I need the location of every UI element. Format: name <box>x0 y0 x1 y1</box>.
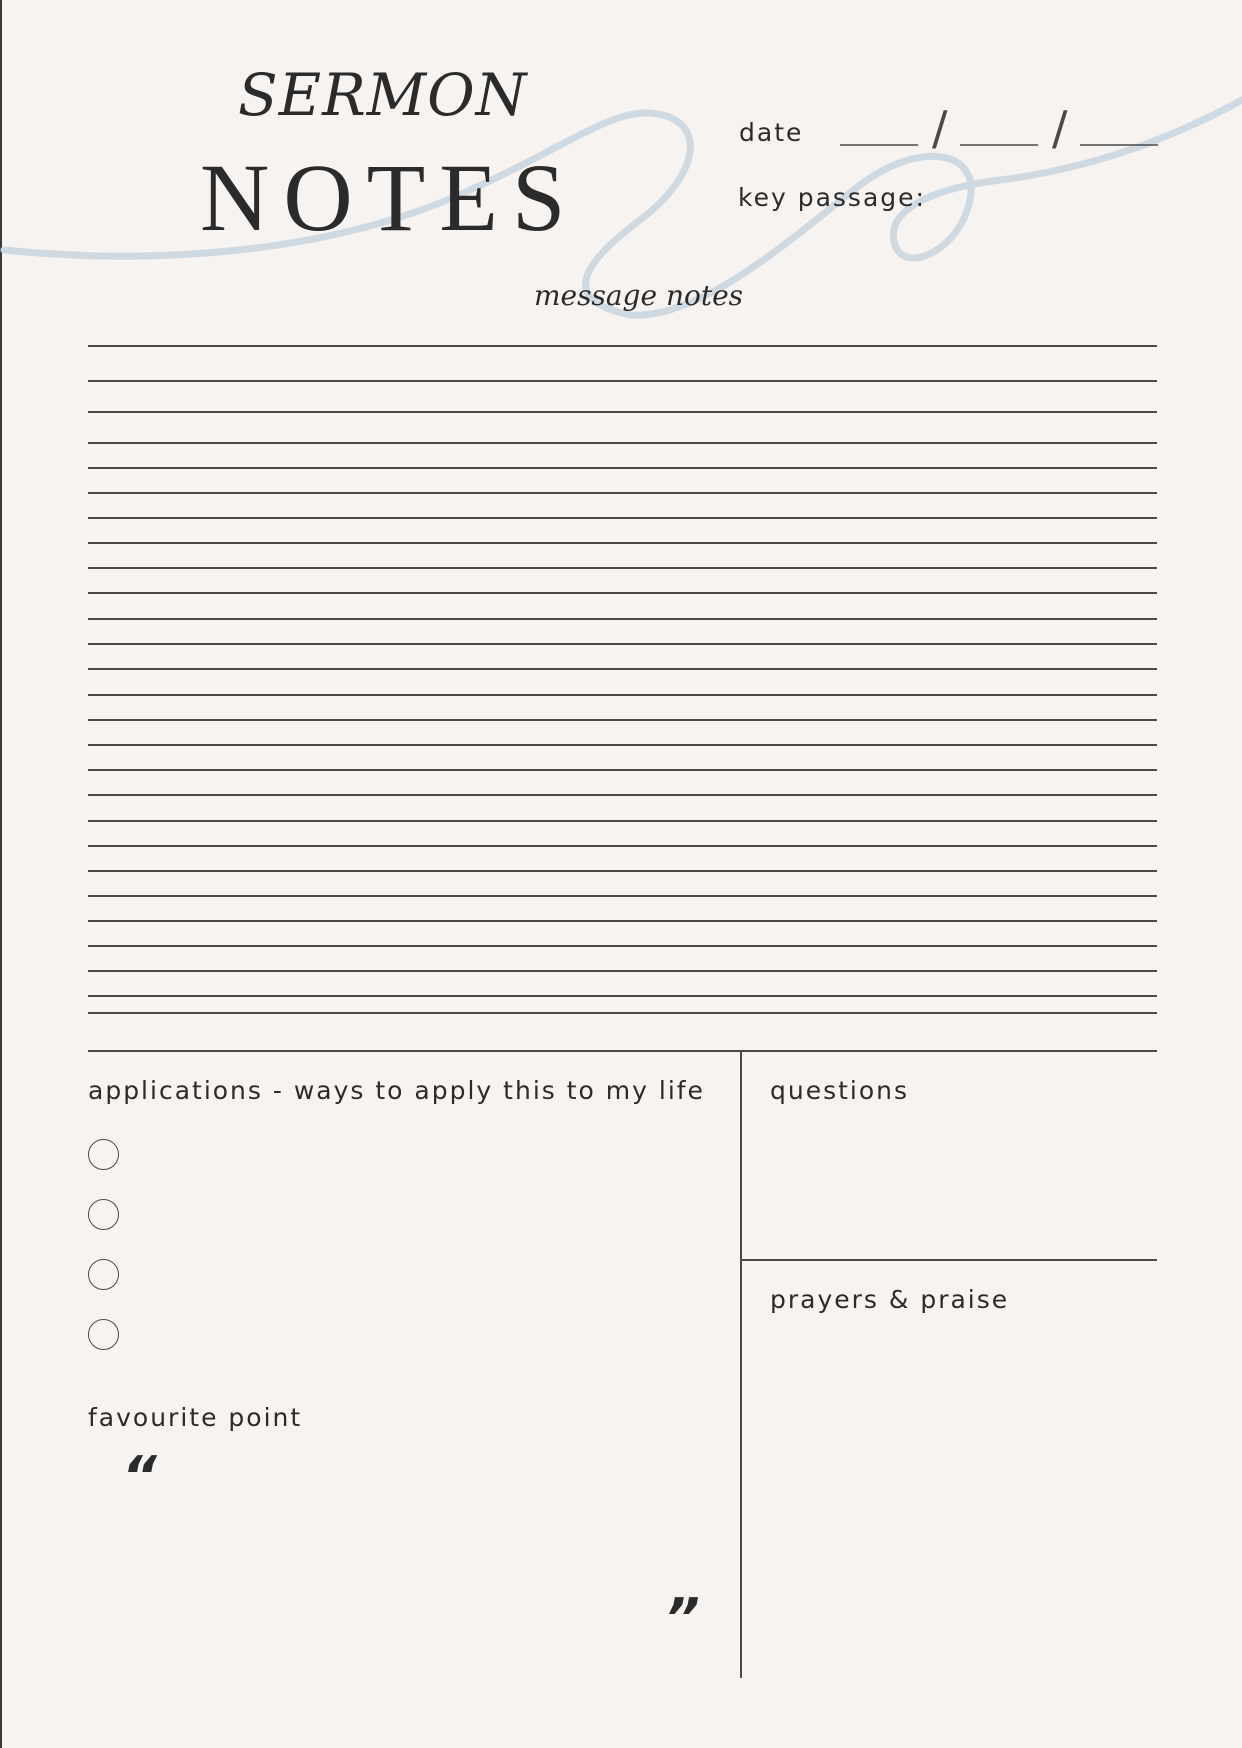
date-label: date <box>739 118 804 147</box>
title-notes: NOTES <box>200 144 580 251</box>
notes-ruled-line <box>88 411 1157 413</box>
notes-ruled-line <box>88 970 1157 972</box>
notes-ruled-line <box>88 345 1157 347</box>
close-quote-mark: ” <box>665 1587 700 1650</box>
questions-heading: questions <box>770 1076 910 1105</box>
notes-ruled-line <box>88 567 1157 569</box>
notes-ruled-line <box>88 1050 1157 1052</box>
favourite-point-heading: favourite point <box>88 1403 303 1432</box>
notes-ruled-line <box>88 794 1157 796</box>
column-divider <box>740 1051 742 1678</box>
notes-ruled-line <box>88 820 1157 822</box>
notes-ruled-line <box>88 945 1157 947</box>
notes-ruled-line <box>88 694 1157 696</box>
notes-ruled-line <box>88 920 1157 922</box>
notes-ruled-line <box>88 769 1157 771</box>
notes-ruled-line <box>88 845 1157 847</box>
date-separator-2: / <box>1052 101 1068 150</box>
notes-ruled-line <box>88 618 1157 620</box>
notes-ruled-line <box>88 995 1157 997</box>
notes-ruled-line <box>88 719 1157 721</box>
notes-ruled-line <box>88 492 1157 494</box>
date-fill-field[interactable] <box>840 100 1160 150</box>
notes-ruled-line <box>88 895 1157 897</box>
notes-ruled-line <box>88 592 1157 594</box>
notes-ruled-line <box>88 380 1157 382</box>
notes-ruled-line <box>88 870 1157 872</box>
prayers-praise-heading: prayers & praise <box>770 1285 1010 1314</box>
open-quote-mark: “ <box>122 1445 157 1508</box>
questions-prayers-divider <box>741 1259 1157 1261</box>
notes-ruled-line <box>88 442 1157 444</box>
page-left-edge <box>0 0 2 1748</box>
application-checkbox-2[interactable] <box>88 1199 119 1230</box>
notes-ruled-line <box>88 467 1157 469</box>
date-separator-1: / <box>932 101 948 150</box>
notes-ruled-line <box>88 668 1157 670</box>
title-sermon: SERMON <box>238 61 528 129</box>
key-passage-label: key passage: <box>738 183 926 212</box>
application-checkbox-1[interactable] <box>88 1139 119 1170</box>
application-checkbox-4[interactable] <box>88 1319 119 1350</box>
application-checkbox-3[interactable] <box>88 1259 119 1290</box>
notes-ruled-line <box>88 542 1157 544</box>
notes-ruled-line <box>88 1012 1157 1014</box>
applications-heading: applications - ways to apply this to my life <box>88 1076 705 1105</box>
notes-ruled-line <box>88 643 1157 645</box>
notes-ruled-line <box>88 517 1157 519</box>
message-notes-heading: message notes <box>534 279 744 312</box>
notes-ruled-line <box>88 744 1157 746</box>
